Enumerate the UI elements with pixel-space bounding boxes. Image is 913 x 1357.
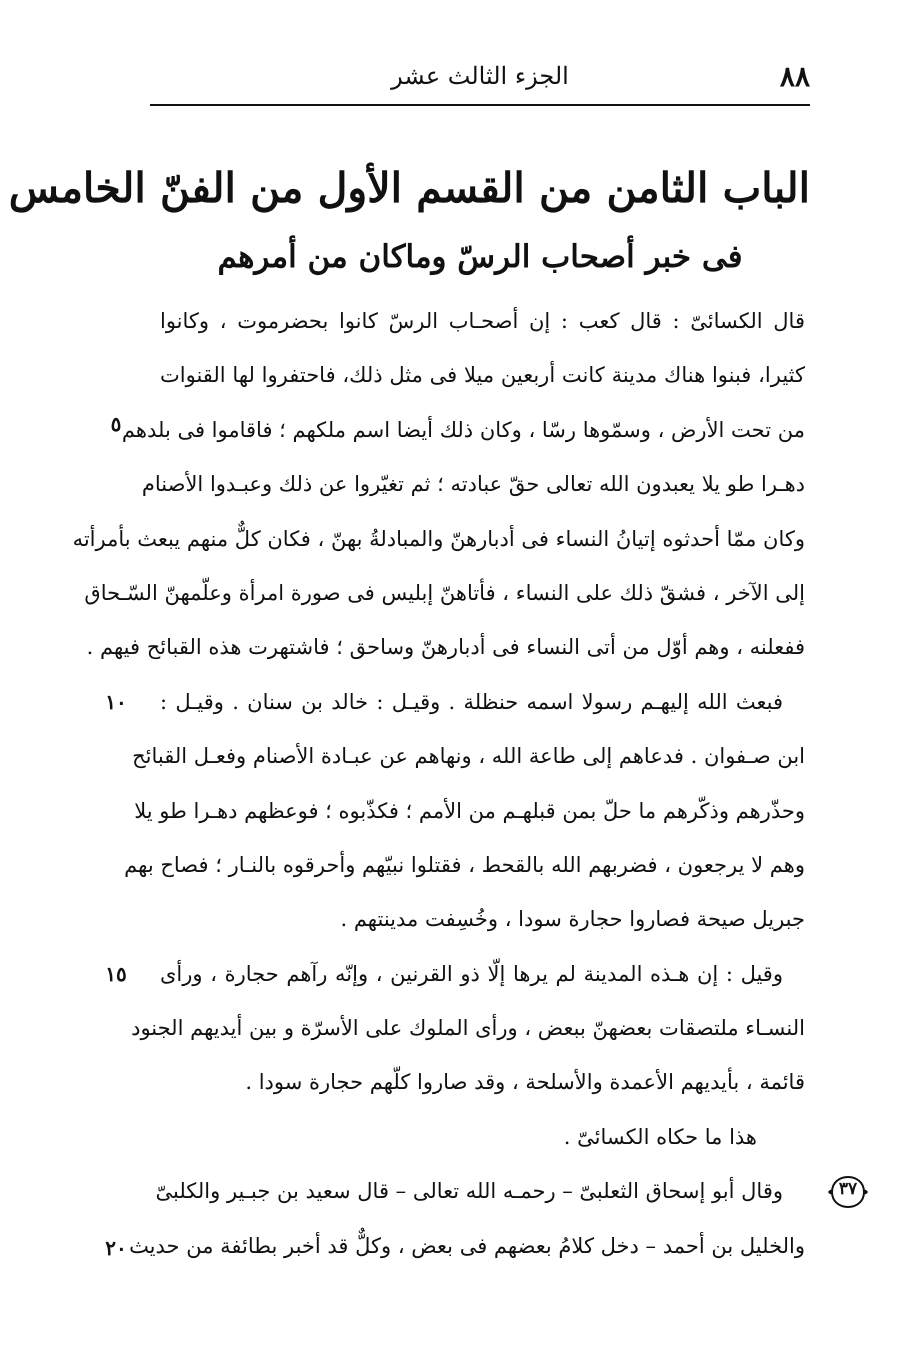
manuscript-folio-badge	[826, 1172, 870, 1212]
text-line: جبريل صيحة فصاروا حجارة سودا ، وخُسِفت مدينتهم .	[340, 907, 805, 932]
line-number-10: ١٠	[105, 690, 127, 714]
text-line: من تحت الأرض ، وسمّوها رسّا ، وكان ذلك أيضا اسم ملكهم ؛ فاقاموا فى بلدهم	[121, 417, 805, 442]
chapter-subtitle: فى خبر أصحاب الرسّ وماكان من أمرهم	[217, 239, 743, 275]
text-line: هذا ما حكاه الكسائىّ .	[563, 1124, 757, 1149]
text-line: إلى الآخر ، فشقّ ذلك على النساء ، فأتاهنّ إبليس فى صورة امرأة وعلّمهنّ السّـحاق	[84, 580, 805, 605]
text-line: وهم لا يرجعون ، فضربهم الله بالقحط ، فقتلوا نبيّهم وأحرقوه بالنـار ؛ فصاح بهم	[124, 852, 805, 877]
text-line: ابن صـفوان . فدعاهم إلى طاعة الله ، ونهاهم عن عبـادة الأصنام وفعـل القبائح	[132, 744, 805, 769]
running-head: الجزء الثالث عشر	[391, 62, 569, 90]
text-line: دهـرا طو يلا يعبدون الله تعالى حقّ عبادته ؛ ثم تغيّروا عن ذلك وعبـدوا الأصنام	[141, 472, 805, 497]
text-line: وكان ممّا أحدثوه إتيانُ النساء فى أدبارهنّ والمبادلةُ بهنّ ، فكان كلٌّ منهم يبعث بأمرأته	[72, 526, 805, 551]
line-number-15: ١٥	[105, 962, 127, 986]
text-line: ففعلنه ، وهم أوّل من أتى النساء فى أدبارهنّ وساحق ؛ فاشتهرت هذه القبائح فيهم .	[86, 635, 805, 660]
text-line: قال الكسائىّ : قال كعب : إن أصحـاب الرسّ كانوا بحضرموت ، وكانوا	[160, 309, 805, 333]
folio-number: ٣٧	[838, 1179, 858, 1199]
page-number: ٨٨	[779, 60, 810, 93]
text-line: والخليل بن أحمد – دخل كلامُ بعضهم فى بعض ، وكلٌّ قد أخبر بطائفة من حديث	[129, 1233, 805, 1258]
page-header	[150, 60, 810, 104]
header-rule	[150, 104, 810, 106]
text-line: النسـاء ملتصقات بعضهنّ ببعض ، ورأى الملوك على الأسرّة و بين أيديهم الجنود	[131, 1016, 805, 1041]
text-line: كثيرا، فبنوا هناك مدينة كانت أربعين ميلا فى مثل ذلك، فاحتفروا لها القنوات	[160, 363, 805, 388]
text-line: وقال أبو إسحاق الثعلبىّ – رحمـه الله تعالى – قال سعيد بن جبـير والكلبىّ	[155, 1179, 783, 1204]
line-number-20: ٢٠	[105, 1236, 127, 1260]
text-line: وحذّرهم وذكّرهم ما حلّ بمن قبلهـم من الأمم ؛ فكذّبوه ؛ فوعظهم دهـرا طو يلا	[134, 798, 805, 823]
text-line: فبعث الله إليهـم رسولا اسمه حنظلة . وقيـل : خالد بن سنان . وقيـل :	[160, 689, 783, 714]
chapter-title: الباب الثامن من القسم الأول من الفنّ الخامس	[8, 164, 810, 212]
line-number-5: ٥	[110, 412, 122, 436]
text-line: وقيل : إن هـذه المدينة لم يرها إلّا ذو القرنين ، وإنّه رآهم حجارة ، ورأى	[160, 961, 783, 986]
text-line: قائمة ، بأيديهم الأعمدة والأسلحة ، وقد صاروا كلّهم حجارة سودا .	[245, 1070, 805, 1095]
